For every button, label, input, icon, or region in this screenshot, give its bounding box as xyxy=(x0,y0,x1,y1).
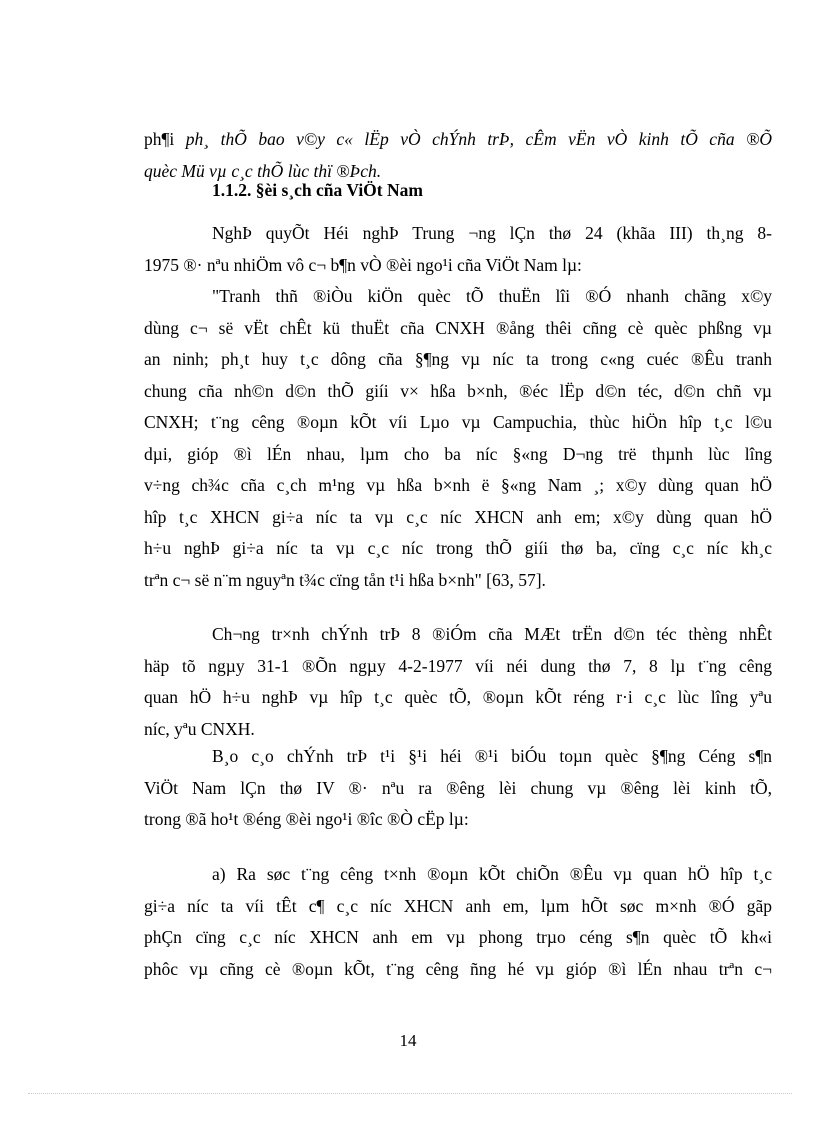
intro-line-1 xyxy=(144,124,772,156)
paragraph-1 xyxy=(144,218,772,281)
paragraph-3-line-1: Ch¬ng tr×nh chÝnh trÞ 8 ®iÓm cña MÆt trËn d©n téc thèng nhÊt xyxy=(212,624,772,644)
paragraph-5-line-2: gi÷a níc ta víi tÊt c¶ c¸c níc XHCN anh em, lµm hÕt søc m×nh ®Ó gãp xyxy=(144,895,772,916)
paragraph-5-line-1: a) Ra søc t¨ng cêng t×nh ®oµn kÕt chiÕn ®Êu vµ quan hÖ hîp t¸c xyxy=(212,864,772,884)
paragraph-2-line-6: dµi, gióp ®ì lÉn nhau, lµm cho ba níc §«ng D¬ng trë thµnh lùc lîng xyxy=(144,443,772,464)
intro-line-2-text: quèc Mü vµ c¸c thÕ lùc thï ®Þch. xyxy=(144,160,382,181)
paragraph-5 xyxy=(144,859,772,985)
paragraph-4-line-3: trong ®ã ho¹t ®éng ®èi ngo¹i ®îc ®Ò cËp lµ: xyxy=(144,809,469,829)
paragraph-3-line-3: quan hÖ h÷u nghÞ vµ hîp t¸c quèc tÕ, ®oµn kÕt réng r·i c¸c lùc lîng yªu xyxy=(144,687,772,707)
paragraph-3-line-4: níc, yªu CNXH. xyxy=(144,718,255,739)
paragraph-3 xyxy=(144,619,772,745)
paragraph-5-line-4: phôc vµ cñng cè ®oµn kÕt, t¨ng cêng ñng hé vµ gióp ®ì lÉn nhau trªn c¬ xyxy=(144,958,772,979)
paragraph-1-line-1: NghÞ quyÕt Héi nghÞ Trung ¬ng lÇn thø 24 (khãa III) th¸ng 8- xyxy=(212,223,772,243)
paragraph-2-line-4: chung cña nh©n d©n thÕ giíi v× hßa b×nh, ®éc lËp d©n téc, d©n chñ vµ xyxy=(144,380,772,401)
paragraph-2-line-1: "Tranh thñ ®iÒu kiÖn quèc tÕ thuËn lîi ®Ó nhanh chãng x©y xyxy=(212,286,772,306)
paragraph-2-line-5: CNXH; t¨ng cêng ®oµn kÕt víi Lµo vµ Campuchia, thùc hiÖn hîp t¸c l©u xyxy=(144,412,772,432)
paragraph-2-line-7: v÷ng ch¾c cña c¸ch m¹ng vµ hßa b×nh ë §«ng Nam ¸; x©y dùng quan hÖ xyxy=(144,475,772,495)
intro-lead: ph¶i xyxy=(144,129,175,149)
paragraph-4 xyxy=(144,741,772,836)
paragraph-2-line-9: h÷u nghÞ gi÷a níc ta vµ c¸c níc trong thÕ giíi thø ba, cïng c¸c níc kh¸c xyxy=(144,538,772,558)
paragraph-2-quote xyxy=(144,281,772,596)
paragraph-2-line-2: dùng c¬ së vËt chÊt kü thuËt cña CNXH ®ång thêi cñng cè quèc phßng vµ xyxy=(144,317,772,338)
paragraph-2-line-3: an ninh; ph¸t huy t¸c dông cña §¶ng vµ níc ta trong c«ng cuéc ®Êu tranh xyxy=(144,349,772,369)
page-number: 14 xyxy=(399,1031,417,1050)
section-heading: 1.1.2. §èi s¸ch cña ViÖt Nam xyxy=(212,180,423,200)
paragraph-3-line-2: häp tõ ngµy 31-1 ®Õn ngµy 4-2-1977 víi néi dung thø 7, 8 lµ t¨ng cêng xyxy=(144,655,772,676)
paragraph-2-line-8: hîp t¸c XHCN gi÷a níc ta vµ c¸c níc XHCN anh em; x©y dùng quan hÖ xyxy=(144,506,772,527)
paragraph-2-line-10: trªn c¬ së n¨m nguyªn t¾c cïng tån t¹i hßa b×nh" [63, 57]. xyxy=(144,569,546,590)
paragraph-4-line-2: ViÖt Nam lÇn thø IV ®· nªu ra ®êng lèi chung vµ ®êng lèi kinh tÕ, xyxy=(144,777,772,798)
page-bottom-divider xyxy=(28,1093,792,1094)
paragraph-4-line-1: B¸o c¸o chÝnh trÞ t¹i §¹i héi ®¹i biÓu toµn quèc §¶ng Céng s¶n xyxy=(212,746,772,766)
paragraph-5-line-3: phÇn cïng c¸c níc XHCN anh em vµ phong trµo céng s¶n quèc tÕ kh«i xyxy=(144,927,772,947)
paragraph-1-line-2: 1975 ®· nªu nhiÖm vô c¬ b¶n vÒ ®èi ngo¹i cña ViÖt Nam lµ: xyxy=(144,254,582,275)
intro-line-1-rest: ph¸ thÕ bao v©y c« lËp vÒ chÝnh trÞ, cÊm vËn vÒ kinh tÕ cña ®Õ xyxy=(185,129,772,149)
